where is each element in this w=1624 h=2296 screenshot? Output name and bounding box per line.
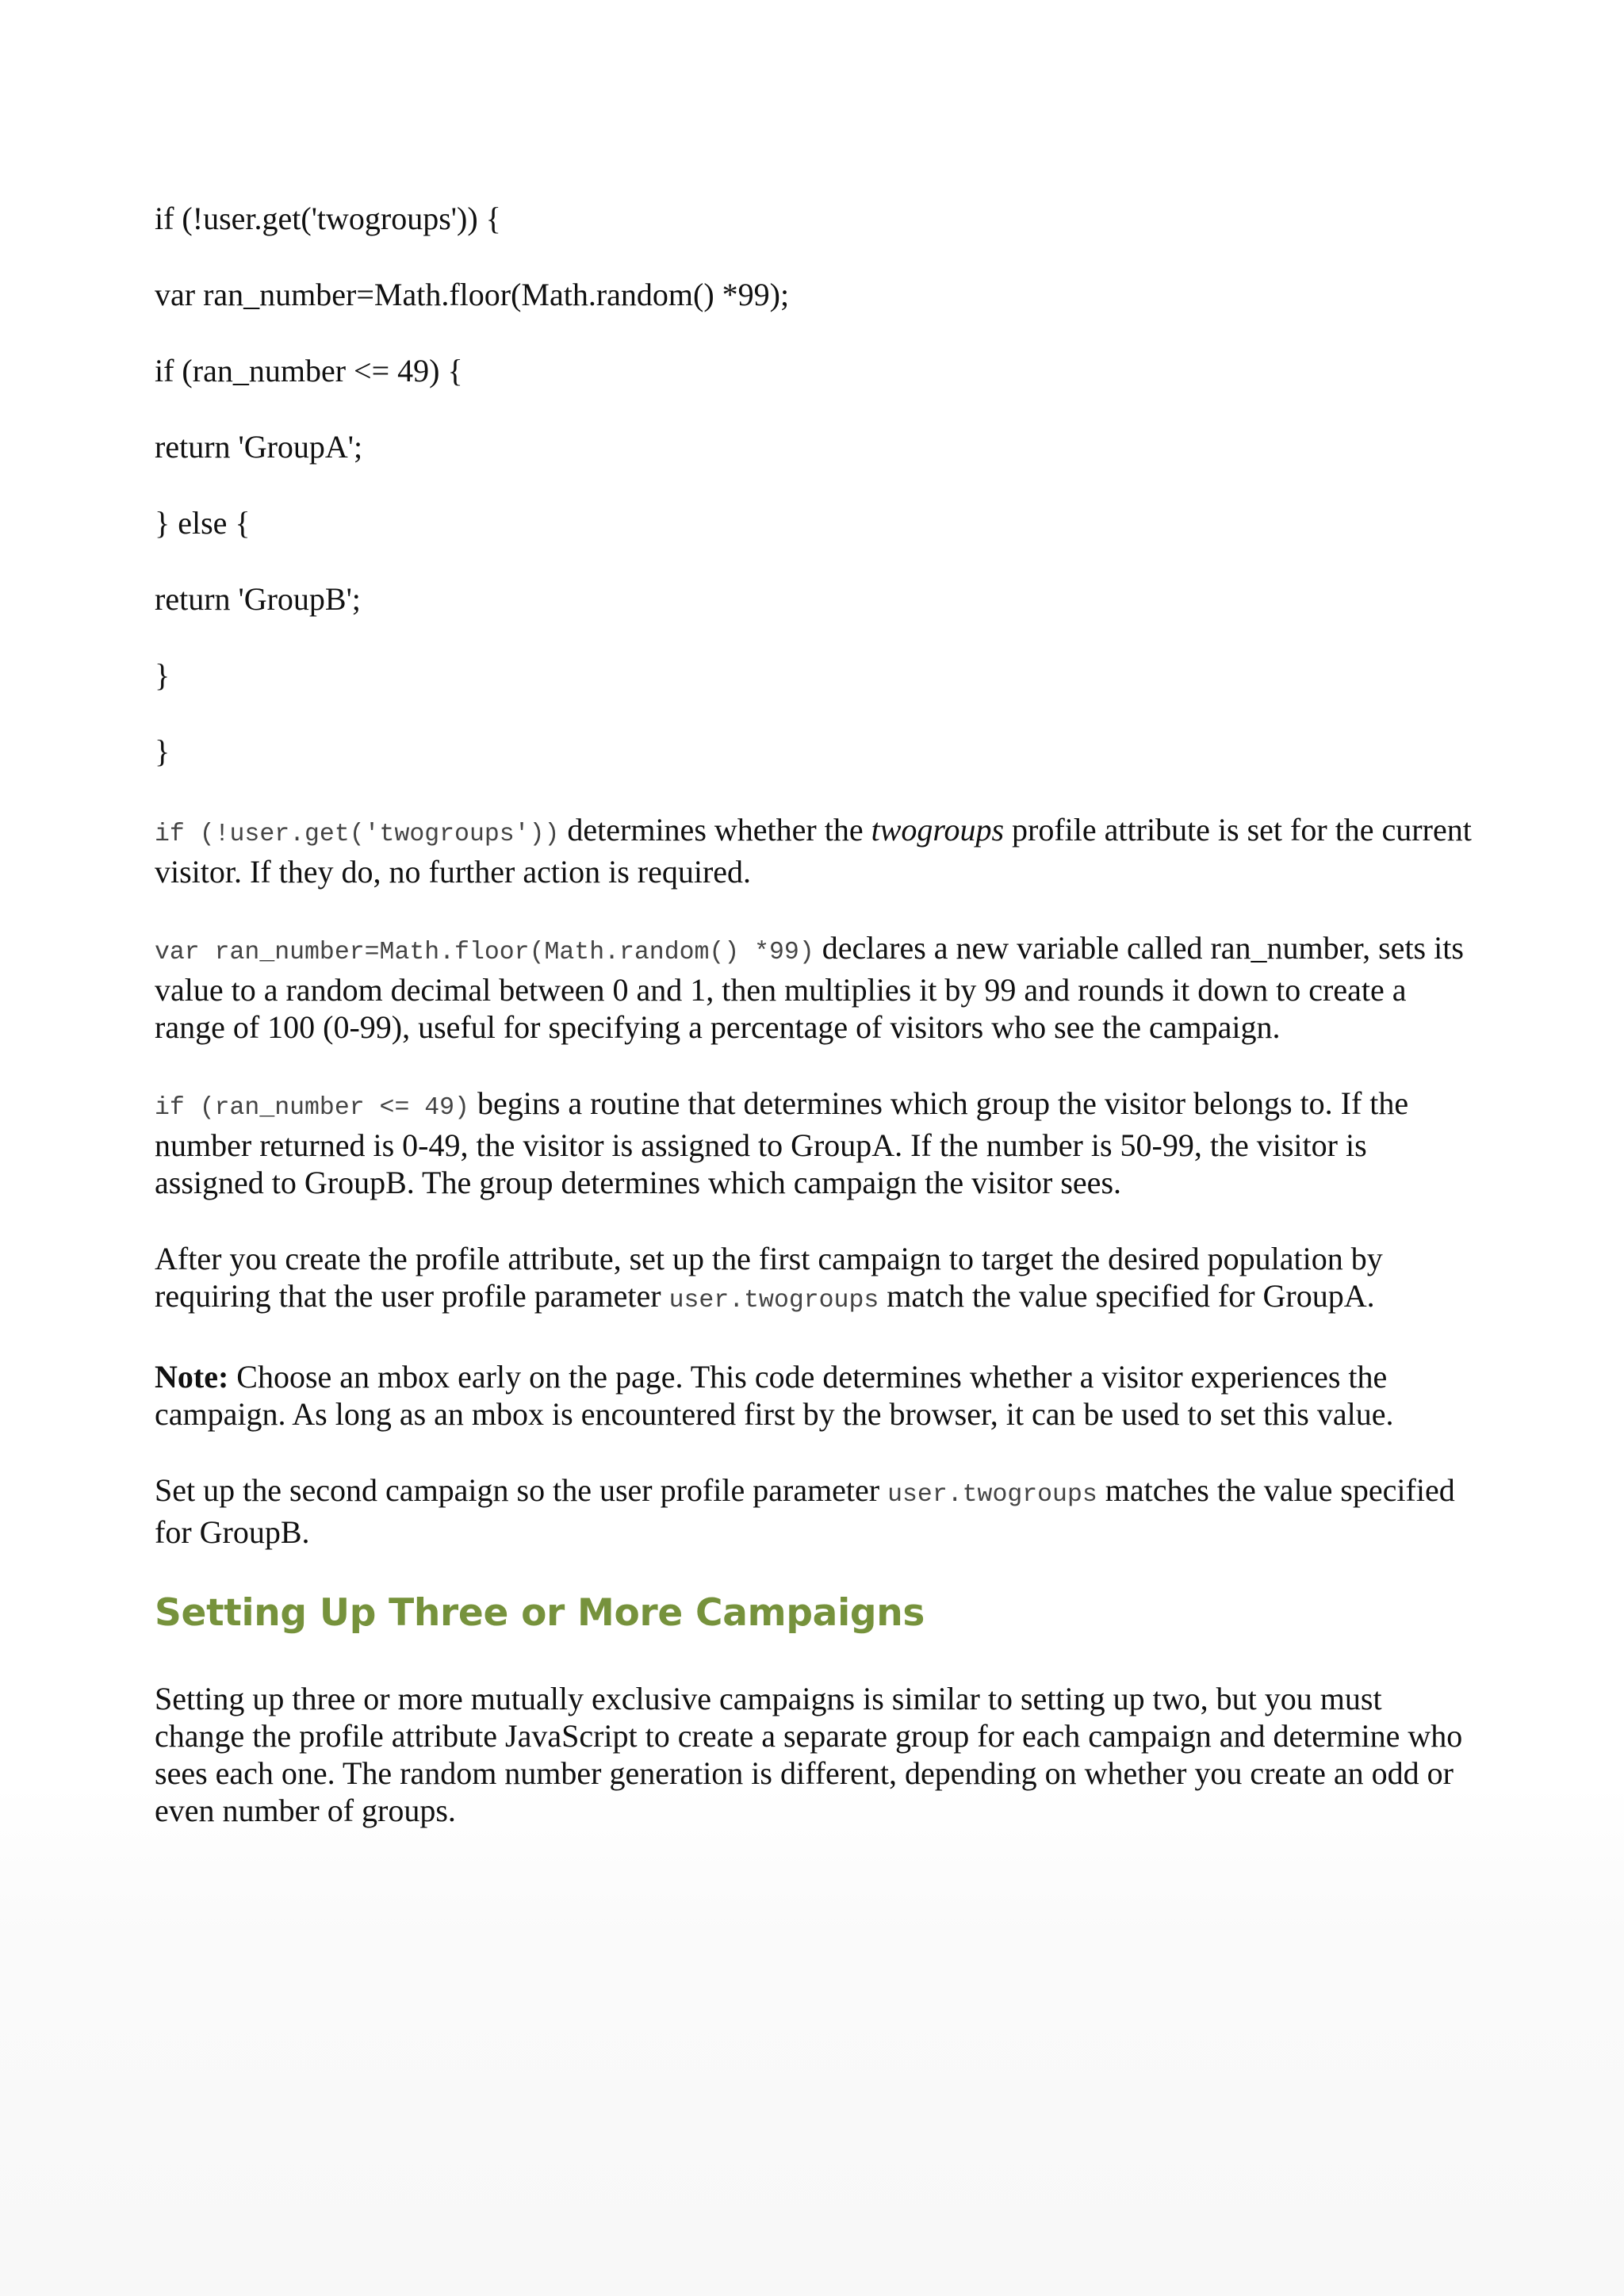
paragraph-text: matches the value specified for GroupB. <box>155 1472 1455 1550</box>
paragraph-text: begins a routine that determines which group the visitor belongs to. If the number returned is 0-49, the visitor is assigned to GroupA. If the number is 50-99, the visitor is assigned to GroupB. The group determines which campaign the visitor sees. <box>155 1085 1409 1200</box>
code-example <box>155 200 1479 770</box>
paragraph-second-campaign <box>155 1471 1479 1551</box>
paragraph-random-number <box>155 929 1479 1046</box>
inline-code: if (!user.get('twogroups')) <box>155 821 560 848</box>
code-line: var ran_number=Math.floor(Math.random() *99); <box>155 277 790 312</box>
paragraph-first-campaign <box>155 1240 1479 1319</box>
paragraph-twogroups-check <box>155 811 1479 890</box>
code-line: } <box>155 657 170 693</box>
code-line: return 'GroupA'; <box>155 429 363 465</box>
paragraph-group-routine <box>155 1085 1479 1201</box>
paragraph-text: profile attribute is set for the current visitor. If they do, no further action is required. <box>155 812 1472 890</box>
inline-code: if (ran_number <= 49) <box>155 1094 469 1122</box>
paragraph-text: Set up the second campaign so the user profile parameter <box>155 1472 888 1508</box>
paragraph-text: match the value specified for GroupA. <box>879 1278 1375 1314</box>
code-line: } else { <box>155 505 251 541</box>
section-heading: Setting Up Three or More Campaigns <box>155 1591 925 1635</box>
inline-code: user.twogroups <box>887 1481 1097 1509</box>
attribute-name: twogroups <box>871 812 1005 848</box>
note-paragraph <box>155 1358 1479 1433</box>
code-line: } <box>155 733 170 769</box>
inline-code: var ran_number=Math.floor(Math.random() *99) <box>155 939 814 966</box>
paragraph-text: After you create the profile attribute, set up the first campaign to target the desired population by requiring that the user profile parameter <box>155 1241 1383 1314</box>
section-body-paragraph: Setting up three or more mutually exclusive campaigns is similar to setting up two, but you must change the profile attribute JavaScript to create a separate group for each campaign and determine who sees each one. The random number generation is different, depending on whether you create an odd or even number of groups. <box>155 1681 1463 1828</box>
inline-code: user.twogroups <box>668 1287 879 1314</box>
code-line: if (!user.get('twogroups')) { <box>155 201 501 236</box>
note-label: Note: <box>155 1359 229 1395</box>
page-content <box>155 200 1479 1868</box>
paragraph-text: declares a new variable called ran_number, sets its value to a random decimal between 0 and 1, then multiplies it by 99 and rounds it down to create a range of 100 (0-99), useful for specifying a percentage of visitors who see the campaign. <box>155 930 1464 1045</box>
paragraph-text: determines whether the <box>559 812 871 848</box>
code-line: return 'GroupB'; <box>155 581 361 617</box>
paragraph-text: Choose an mbox early on the page. This code determines whether a visitor experiences the campaign. As long as an mbox is encountered first by the browser, it can be used to set this value. <box>155 1359 1394 1432</box>
code-line: if (ran_number <= 49) { <box>155 353 463 388</box>
